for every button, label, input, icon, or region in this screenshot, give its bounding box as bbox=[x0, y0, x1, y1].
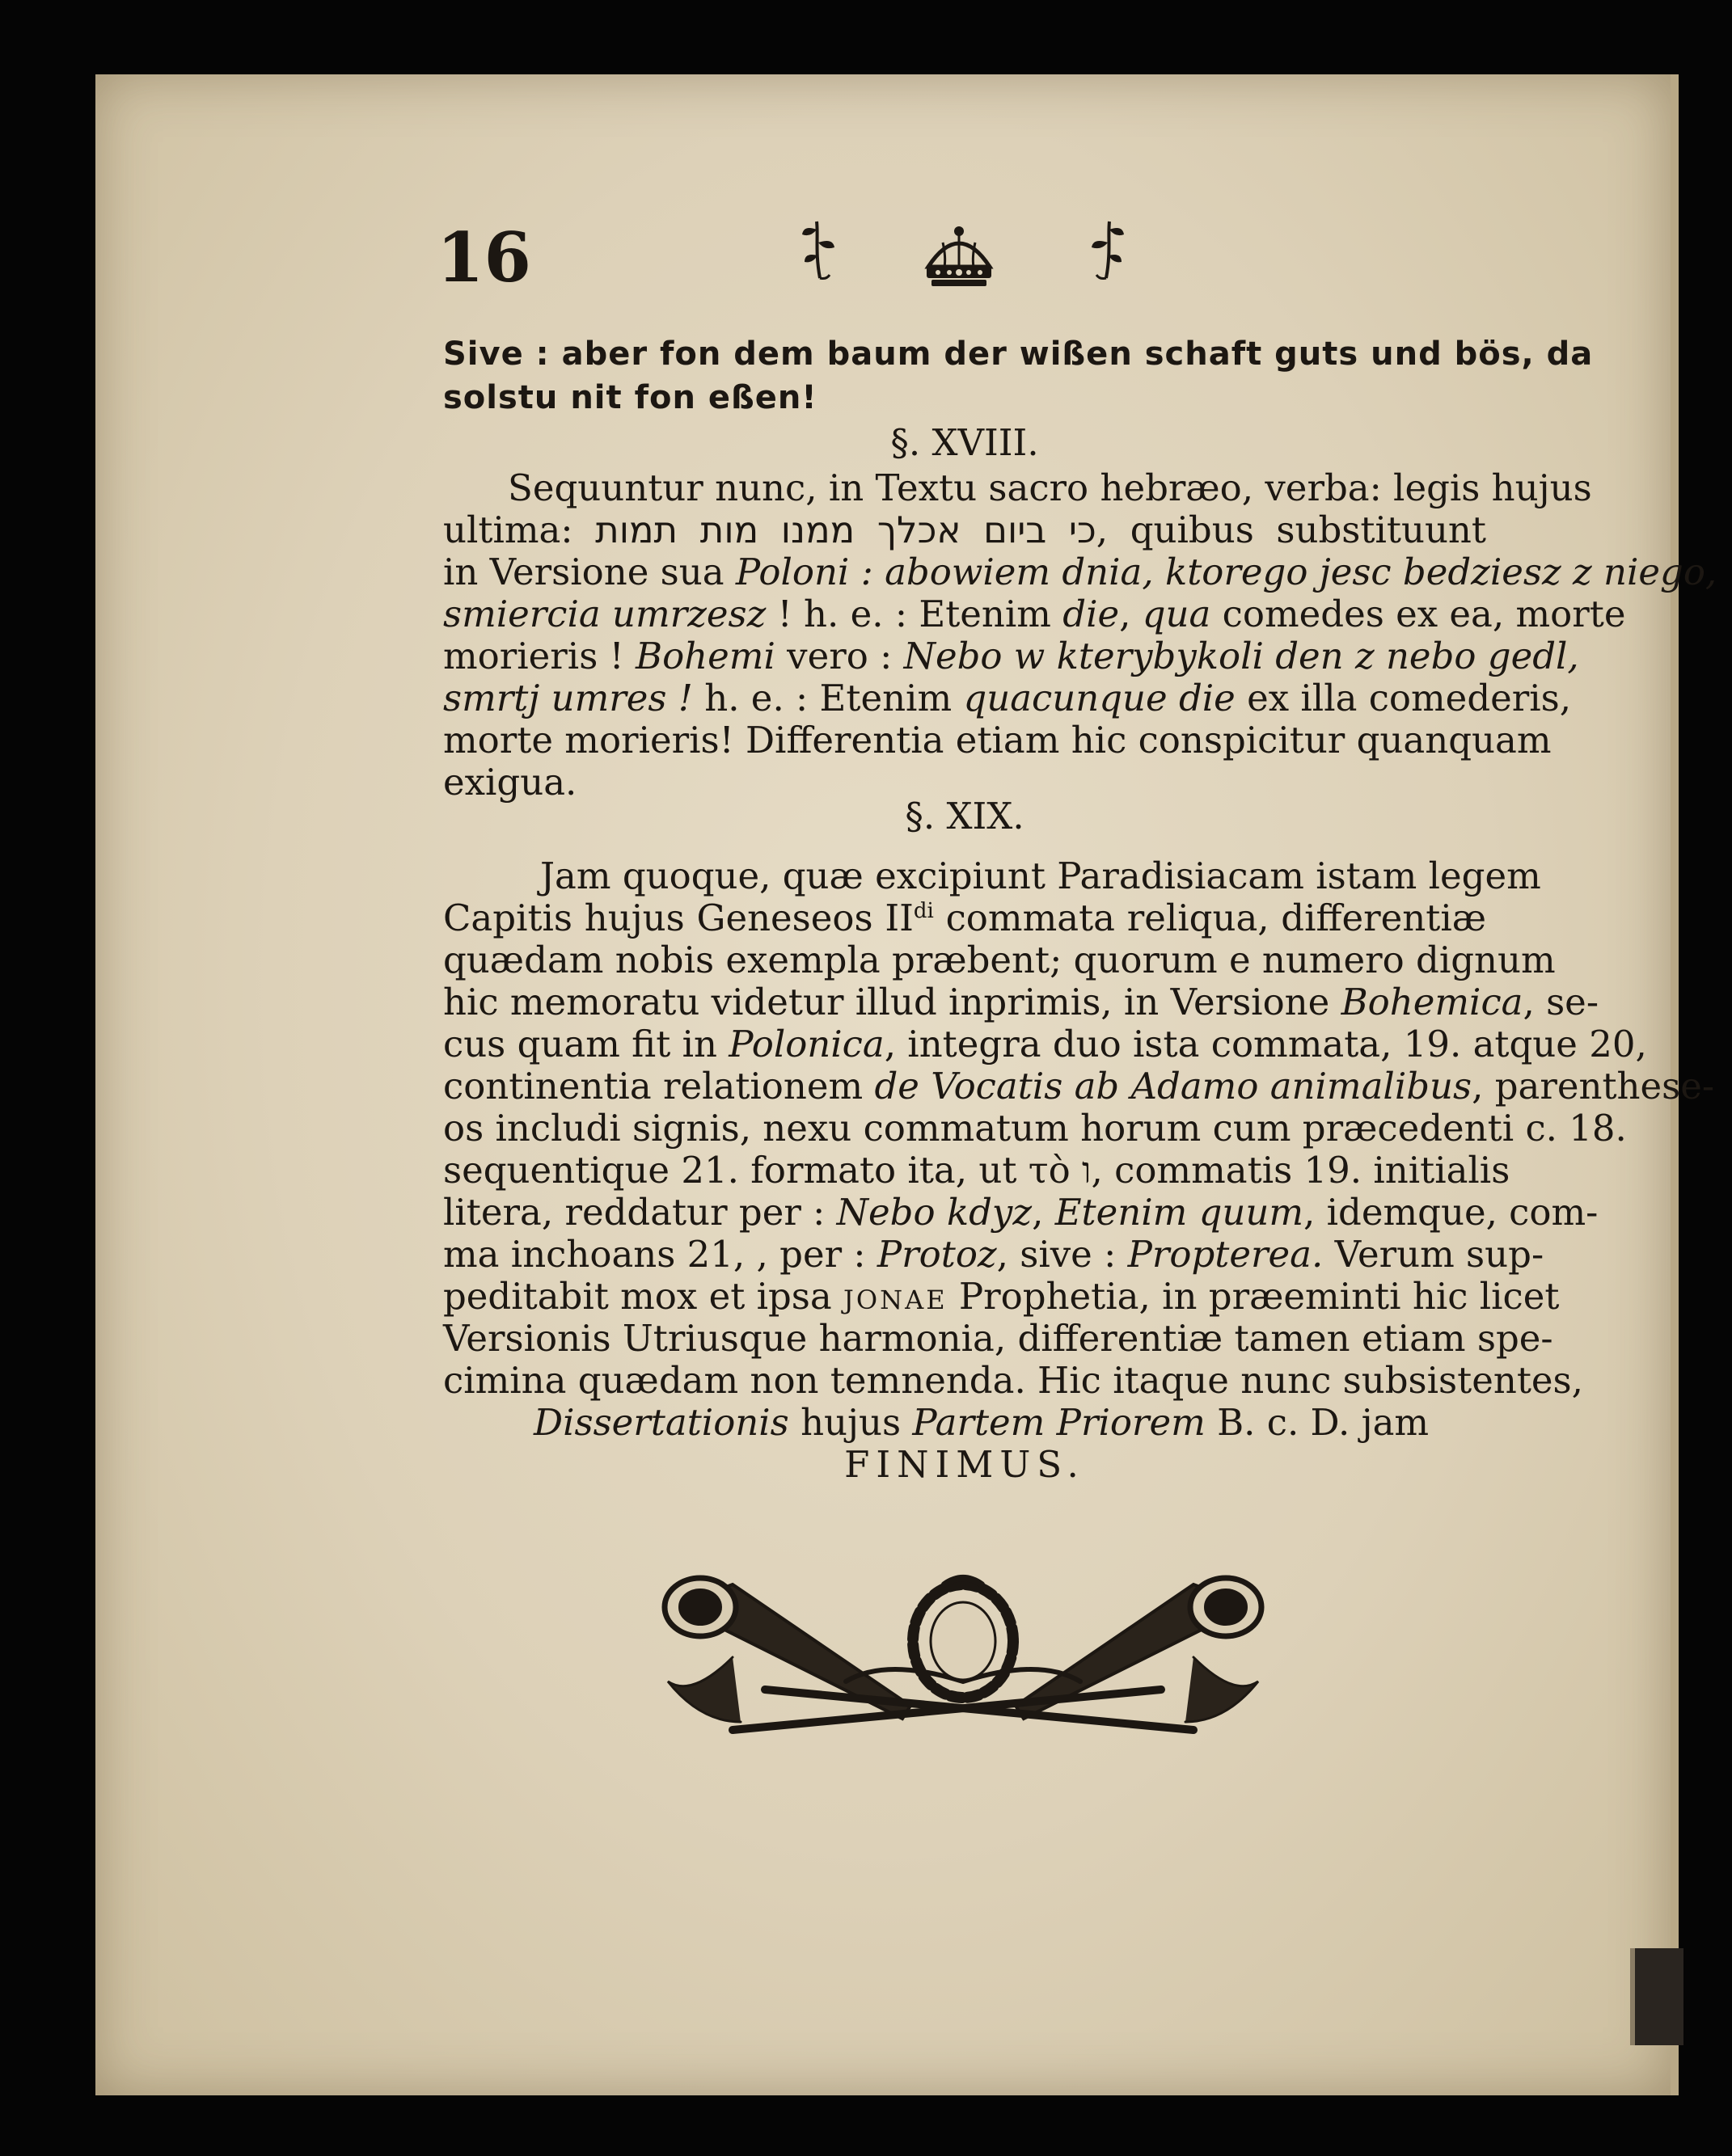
paragraph-xix-line bbox=[443, 1065, 1715, 1108]
finimus-closing: FINIMUS. bbox=[844, 1443, 1085, 1486]
text-span: cus quam fit in bbox=[443, 1023, 717, 1065]
text-span: litera, reddatur per : bbox=[443, 1191, 826, 1234]
italic-span: die bbox=[1062, 593, 1120, 635]
czech-quote: smrtj umres ! bbox=[443, 677, 693, 719]
polish-quote: smiercia umrzesz bbox=[443, 593, 767, 635]
italic-span: Protoz bbox=[877, 1233, 997, 1276]
text-span: , parenthese- bbox=[1472, 1065, 1715, 1108]
text-span bbox=[1341, 981, 1599, 1023]
text-span: ex illa comederis, bbox=[1247, 677, 1572, 719]
paragraph-xix-line: cimina quædam non temnenda. Hic itaque nunc subsistentes, bbox=[443, 1359, 1583, 1402]
paragraph-xix-line: quædam nobis exempla præbent; quorum e numero dignum bbox=[443, 939, 1556, 981]
text-span: ultima: bbox=[443, 508, 573, 551]
paragraph-xviii-line bbox=[443, 677, 1572, 719]
italic-span: Bohemica bbox=[1341, 981, 1523, 1023]
italic-span: Bohemi bbox=[636, 635, 775, 677]
paragraph-xviii-line bbox=[443, 509, 1486, 551]
text-span: , bbox=[1032, 1191, 1044, 1234]
text-span: commata reliqua, differentiæ bbox=[945, 897, 1487, 939]
paragraph-xviii-line bbox=[443, 551, 1717, 593]
text-span: , bbox=[1119, 593, 1131, 635]
text-span: , integra duo ista commata, 19. atque 20, bbox=[884, 1023, 1647, 1065]
hebrew-quote: כי ביום אכלך ממנו מות תמות bbox=[595, 508, 1096, 551]
paragraph-xviii-line: Sequuntur nunc, in Textu sacro hebræo, verba: legis hujus bbox=[508, 466, 1592, 509]
crown-icon bbox=[920, 225, 998, 289]
sprig-icon bbox=[1085, 218, 1134, 283]
text-span: morieris ! bbox=[443, 635, 624, 677]
paragraph-xix-line: sequentique 21. formato ita, ut τὸ ו, commatis 19. initialis bbox=[443, 1149, 1510, 1192]
section-heading-xviii: §. XVIII. bbox=[890, 421, 1039, 464]
paragraph-xix-line: os includi signis, nexu commatum horum cum præcedenti c. 18. bbox=[443, 1107, 1627, 1150]
polish-quote: : abowiem dnia, ktorego jesc bedziesz z niego, bbox=[860, 551, 1717, 593]
italic-span: Partem Priorem bbox=[912, 1401, 1206, 1444]
paragraph-xviii-line bbox=[443, 593, 1626, 635]
italic-span: de Vocatis ab Adamo animalibus bbox=[874, 1065, 1472, 1108]
italic-span: qua bbox=[1142, 593, 1211, 635]
paragraph-xix-line bbox=[443, 1275, 1560, 1321]
italic-span: Nebo kdyz bbox=[836, 1191, 1033, 1234]
paragraph-xix-line: Versionis Utriusque harmonia, differentiæ tamen etiam spe- bbox=[443, 1317, 1553, 1360]
german-line-2: solstu nit fon eßen! bbox=[443, 379, 817, 416]
text-span: vero : bbox=[787, 635, 893, 677]
text-span: peditabit mox et ipsa bbox=[443, 1275, 832, 1318]
italic-span: Dissertationis bbox=[534, 1401, 789, 1444]
paragraph-xix-line bbox=[534, 1401, 1430, 1444]
page-number: 16 bbox=[437, 217, 531, 297]
italic-span: Poloni bbox=[735, 551, 850, 593]
german-line-1: Sive : aber fon dem baum der wißen schaft guts und bös, da bbox=[443, 335, 1594, 373]
text-span: in Versione sua bbox=[443, 551, 724, 593]
trumpets-wreath-ornament bbox=[644, 1560, 1282, 1754]
text-span: ! h. e. : Etenim bbox=[777, 593, 1051, 635]
italic-span: quacunque die bbox=[963, 677, 1236, 719]
text-span: ma inchoans 21, , per : bbox=[443, 1233, 866, 1276]
text-span: hic memoratu videtur illud inprimis, in Versione bbox=[443, 981, 1330, 1023]
text-span: , idemque, com- bbox=[1303, 1191, 1599, 1234]
text-span bbox=[443, 897, 934, 939]
text-span: , sive : bbox=[996, 1233, 1117, 1276]
smallcaps-name: JONAE bbox=[843, 1285, 948, 1315]
paragraph-xix-line bbox=[443, 1191, 1599, 1234]
paragraph-xviii-line bbox=[443, 635, 1579, 677]
section-heading-xix: §. XIX. bbox=[905, 795, 1024, 838]
paragraph-xix-line: Jam quoque, quæ excipiunt Paradisiacam istam legem bbox=[540, 854, 1541, 897]
superscript: di bbox=[913, 899, 934, 923]
paragraph-xix-line bbox=[443, 897, 1486, 939]
italic-span: Propterea. bbox=[1127, 1233, 1324, 1276]
paragraph-xix-line bbox=[443, 981, 1599, 1023]
paragraph-xix-line bbox=[443, 1233, 1544, 1276]
text-span: comedes ex ea, morte bbox=[1222, 593, 1626, 635]
text-span: B. c. D. jam bbox=[1217, 1401, 1430, 1444]
italic-span: Etenim quum bbox=[1054, 1191, 1304, 1234]
text-span: Verum sup- bbox=[1334, 1233, 1544, 1276]
paragraph-xix-line bbox=[443, 1023, 1647, 1065]
text-span: Capitis hujus Geneseos II bbox=[443, 897, 914, 939]
paragraph-xviii-line: exigua. bbox=[443, 761, 577, 804]
italic-span: Polonica bbox=[729, 1023, 885, 1065]
text-span: continentia relationem bbox=[443, 1065, 864, 1108]
paragraph-xviii-line: morte morieris! Differentia etiam hic conspicitur quanquam bbox=[443, 719, 1552, 762]
text-span: hujus bbox=[801, 1401, 902, 1444]
czech-quote: Nebo w kterybykoli den z nebo gedl, bbox=[903, 635, 1579, 677]
sprig-icon bbox=[792, 218, 841, 283]
text-span: Prophetia, in præeminti hic licet bbox=[958, 1275, 1560, 1318]
text-span: , quibus substituunt bbox=[1096, 508, 1486, 551]
text-span: , se- bbox=[1523, 981, 1599, 1023]
text-span: h. e. : Etenim bbox=[704, 677, 953, 719]
binding-tab bbox=[1630, 1948, 1683, 2045]
